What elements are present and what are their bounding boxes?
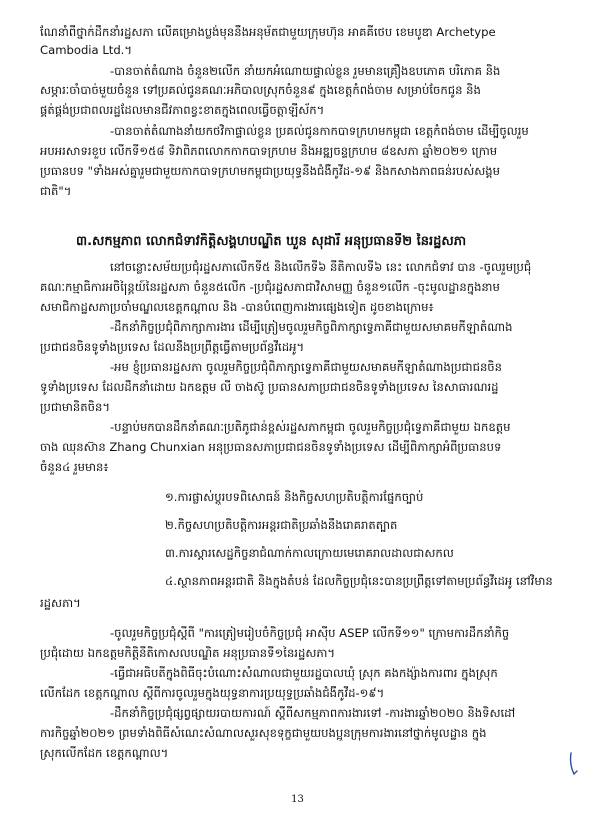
body-line: ណែនាំពីថ្នាក់ដឹកនាំរដ្ឋសភា លើគម្រោងប្លង់មុននឹងអនុម័តជាមួយក្រុមហ៊ុន អាគគីថេប ខេមបូឌា Archetype	[40, 25, 496, 39]
body-line: រដ្ឋសភា។	[40, 596, 81, 610]
page-number: 13	[291, 794, 304, 805]
body-line: Cambodia Ltd.។	[40, 43, 133, 57]
body-line: -ចូលរួមកិច្ចប្រជុំស្តីពី "ការត្រៀមរៀបចំកិច្ចប្រជុំ អាស៊ីប ASEP លើកទី១១" ក្រោមការដឹកនាំកិច្ច	[110, 626, 510, 640]
body-line: ប្រជាមានិតចិន។	[40, 400, 110, 414]
body-line: នៅចន្លោះសម័យប្រជុំរដ្ឋសភាលើកទី៥ និងលើកទី៦ នីតិកាលទី៦ នេះ លោកជំទាវ បាន -ចូលរួមប្រជុំ	[110, 260, 532, 274]
body-line: សមាជិកាដ្ឋសភាប្រចាំមណ្ឌលខេត្តកណ្តាល និង -បានបំពេញការងារផ្សេងទៀត ដូចខាងក្រោម៖	[40, 300, 434, 314]
body-line: ផ្គត់ផ្គង់ប្រជាពលរដ្ឋដែលមានជីវភាពខ្វះខាតក្នុងពេលធ្វើចត្តាឡីស័ក។	[40, 103, 325, 117]
body-line: -ធ្វើជាអធិបតីក្នុងពិធីចុះបំណោះសំណាលជាមួយរដ្ឋបាលឃុំ ស្រុក គងកង្ស៉ាងការពារ ក្នុងស្រុក	[110, 666, 498, 680]
body-line: -បានចាត់តំណាង ចំនួន២លើក នាំយកអំណោយផ្ទាល់ខ្លួន រួមមានគ្រឿងឧបភោគ បរិភោគ និង	[110, 64, 501, 78]
handwritten-mark	[568, 752, 578, 776]
body-line: ប្រធានបទ "ទាំងអស់គ្នារួមជាមួយកាកបាទក្រហមកម្ពុជាប្រយុទ្ធនឹងជំងឺកូវីដ-១៩ និងកសាងភាពធន់របស់សង្គម	[40, 164, 501, 178]
body-line: ចាង ឈុនស៊ាន Zhang Chunxian អនុប្រធានសភាប្រជាជនចិនទូទាំងប្រទេស ដើម្បីពិភាក្សាអំពីប្រធានបទ	[40, 440, 502, 454]
body-line: -បន្ទាប់មកបានដឹកនាំគណៈប្រតិភូជាន់ខ្ពស់រដ្ឋសភាកម្ពុជា ចូលរួមកិច្ចប្រជុំទ្វេភាគីជាមួយ ឯកឧត្តម	[110, 420, 511, 434]
body-line: ប្រជាជនចិនទូទាំងប្រទេស ដែលនឹងប្រព្រឹត្តធ្វើតាមប្រព័ន្ធវីដេអូ។	[40, 340, 305, 354]
section-heading: ៣.សកម្មភាព លោកជំទាវកិត្តិសង្គហបណ្ឌិត ឃួន សុដារី អនុប្រធានទី២ នៃរដ្ឋសភា	[76, 234, 467, 249]
body-line: -ដឹកនាំកិច្ចប្រជុំផ្សព្វផ្សាយរបាយការណ៍ ស្តីពីសកម្មភាពការងារទៅ -ការងារឆ្នាំ២០២០ និងទិសដៅ	[110, 706, 516, 720]
body-line: ទូទាំងប្រទេស ដែលដឹកនាំដោយ ឯកឧត្តម លី ចាងស៊ូ ប្រធានសភាប្រជាជនចិនទូទាំងប្រទេស នៃសាធារណរដ្ឋ	[40, 380, 499, 394]
body-line: សម្ភារៈចាំបាច់មួយចំនួន ទៅប្រគល់ជូនគណៈអភិបាលស្រុកចំនួន៩ ក្នុងខេត្តកំពង់ចាម សម្រាប់ចែកជូន និង	[40, 83, 481, 97]
body-line: លើកដែក ខេត្តកណ្តាល ស្តីពីការចូលរួមក្នុងយុទ្ធនាការប្រយុទ្ធប្រឆាំងជំងឺកូវីដ-១៩។	[40, 686, 385, 700]
body-line: -អម ខ្ញុំប្រធានរដ្ឋសភា ចូលរួមកិច្ចប្រជុំពិភាក្សាទ្វេភាគីជាមួយសមាគមកីឡាតំណាងប្រជាជនចិន	[110, 360, 503, 374]
body-line: -ដឹកនាំកិច្ចប្រជុំពិភាក្សាការងារ ដើម្បីត្រៀមចូលរួមកិច្ចពិភាក្សាទ្វេភាគីជាមួយសមាគមកីឡាតំណាង	[110, 320, 513, 334]
list-item: ៤.ស្ថានភាពអន្តរជាតិ និងក្នុងតំបន់ ដែលកិច្ចប្រជុំនេះបានប្រព្រឹត្តទៅតាមប្រព័ន្ធវីដេអូ នៅវិមាន	[165, 574, 553, 588]
body-line: ការកិច្ចឆ្នាំ២០២១ ព្រមទាំងពិធីសំណេះសំណាលសួរសុខទុក្ខជាមួយបងប្អូនក្រុមការងារនៅថ្នាក់មូលដ្ឋាន ក្នុង	[40, 726, 487, 740]
body-line: ចំនួន៤ រួមមាន៖	[40, 460, 109, 474]
list-item: ២.កិច្ចសហប្រតិបត្តិការអន្តរជាតិប្រឆាំងនឹងរោគរាតត្បាត	[165, 518, 398, 532]
body-line: ស្រុកលើកដែក ខេត្តកណ្តាល។	[40, 746, 169, 760]
list-item: ៣.ការស្តារសេដ្ឋកិច្ចនាជំណាក់កាលក្រោយមេរោគរាលដាលជាសកល	[165, 546, 454, 560]
body-line: ជាតិ"។	[40, 184, 72, 198]
body-line: ប្រជុំដោយ ឯកឧត្តមកិត្តិនីតិកោសលបណ្ឌិត អនុប្រធានទី១នៃរដ្ឋសភា។	[40, 646, 336, 660]
list-item: ១.ការផ្លាស់ប្តូរបទពិសោធន៍ និងកិច្ចសហប្រតិបត្តិការផ្នែកច្បាប់	[165, 490, 424, 504]
body-line: គណៈកម្មាធិការអចិន្ត្រៃយ៍នៃរដ្ឋសភា ចំនួន៥លើក -ប្រជុំរដ្ឋសភាជាវិសាមញ្ញ ចំនួន១លើក -ចុះមូលដ្ឋានក្នុងនាម	[40, 280, 500, 294]
body-line: -បានចាត់តំណាងនាំយកថវិកាផ្ទាល់ខ្លួន ប្រគល់ជូនកាកបាទក្រហមកម្ពុជា ខេត្តកំពង់ចាម ដើម្បីចូលរួម	[110, 124, 529, 138]
body-line: អបអរសាទរខួប លើកទី១៥៨ ទិវាពិភពលោកកាកបាទក្រហម និងអឌ្ឍចន្ទក្រហម ៨ឧសភា ឆ្នាំ២០២១ ក្រោម	[40, 144, 498, 158]
